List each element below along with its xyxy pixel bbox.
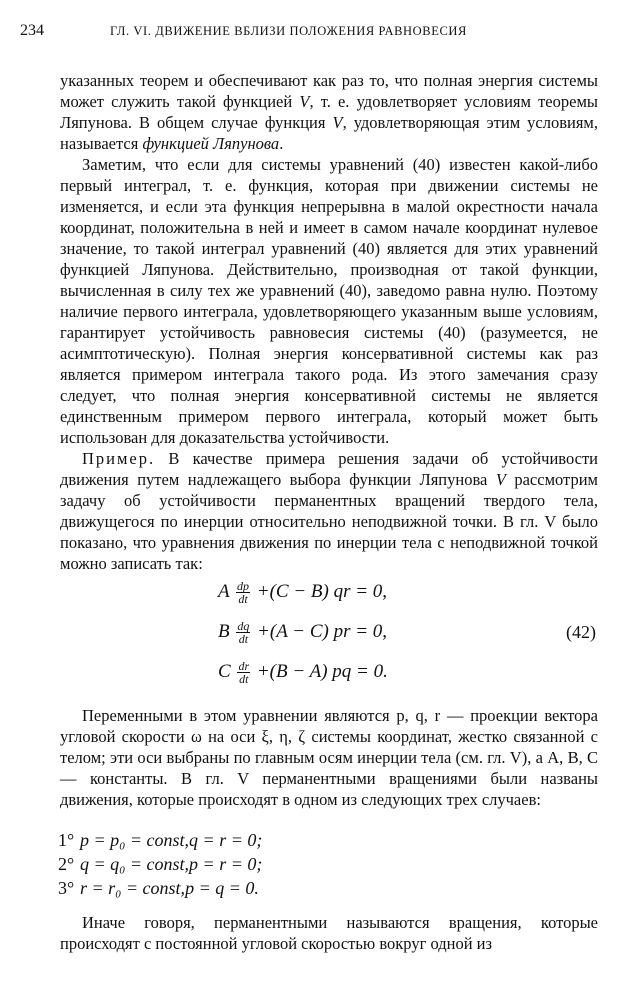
example-label: Пример. [82, 449, 156, 468]
page-number: 234 [20, 22, 44, 39]
equation-1: A $\frac{dp}{dt}$ +(C − B) qr = 0, [218, 579, 388, 606]
equation-2: B $\frac{dq}{dt}$ +(A − C) pr = 0, [218, 619, 388, 646]
term-lyapunov-function: функцией Ляпунова [142, 134, 280, 153]
body-text-top [60, 70, 598, 574]
body-text-bottom [60, 912, 598, 954]
case-item: 2° q = q₀ = const,p = r = 0; [58, 854, 263, 874]
paragraph-1: указанных теорем и обеспечивают как раз то, что полная энергия системы может служить такой функцией V, т. е. удовлетворяет условиям теоремы Ляпунова. В общем случае функция V, удовлетворяющая этим условиям, называется функцией Ляпунова. [60, 71, 598, 153]
case-item: 1° p = p₀ = const,q = r = 0; [58, 830, 263, 850]
equation-3: C $\frac{dr}{dt}$ +(B − A) pq = 0. [218, 659, 388, 686]
page-header [20, 22, 600, 42]
case-item: 3° r = r₀ = const,p = q = 0. [58, 878, 259, 898]
equation-number: (42) [566, 622, 596, 642]
body-text-middle [60, 705, 598, 810]
paragraph-3: Пример. В качестве примера решения задачи об устойчивости движения путем надлежащего выбора функции Ляпунова V рассмотрим задачу об устойчивости перманентных вращений твердого тела, движущегося по инерции относительно неподвижной точки. В гл. V было показано, что уравнения движения по инерции тела с неподвижной точкой можно записать так: [60, 449, 598, 573]
cases-list [58, 830, 262, 902]
paragraph-4: Переменными в этом уравнении являются p, q, r — проекции вектора угловой скорости ω на оси ξ, η, ζ системы координат, жестко связанной с телом; эти оси выбраны по главным осям инерции тела (см. гл. V), а A, B, C — константы. В гл. V перманентными вращениями были названы движения, которые происходят в одном из следующих трех случаев: [60, 706, 598, 809]
paragraph-2: Заметим, что если для системы уравнений (40) известен какой-либо первый интеграл, т. е. функция, которая при движении системы не изменяется, и если эта функция непрерывна в малой окрестности начала координат, положительна в ней и имеет в самом начале координат нулевое значение, то такой интеграл уравнений (40) является для этих уравнений функцией Ляпунова. Действительно, производная от такой функции, вычисленная в силу тех же уравнений (40), заведомо равна нулю. Поэтому наличие первого интеграла, удовлетворяющего указанным выше условиям, гарантирует устойчивость равновесия системы (40) (разумеется, не асимптотическую). Полная энергия консервативной системы как раз является примером интеграла такого рода. Из этого замечания сразу следует, что полная энергия консервативной системы не является единственным примером первого интеграла, который может быть использован для доказательства устойчивости. [60, 155, 598, 447]
running-head: ГЛ. VI. ДВИЖЕНИЕ ВБЛИЗИ ПОЛОЖЕНИЯ РАВНОВЕСИЯ [110, 24, 467, 38]
paragraph-5: Иначе говоря, перманентными называются вращения, которые происходят с постоянной угловой скоростью вокруг одной из [60, 913, 598, 953]
